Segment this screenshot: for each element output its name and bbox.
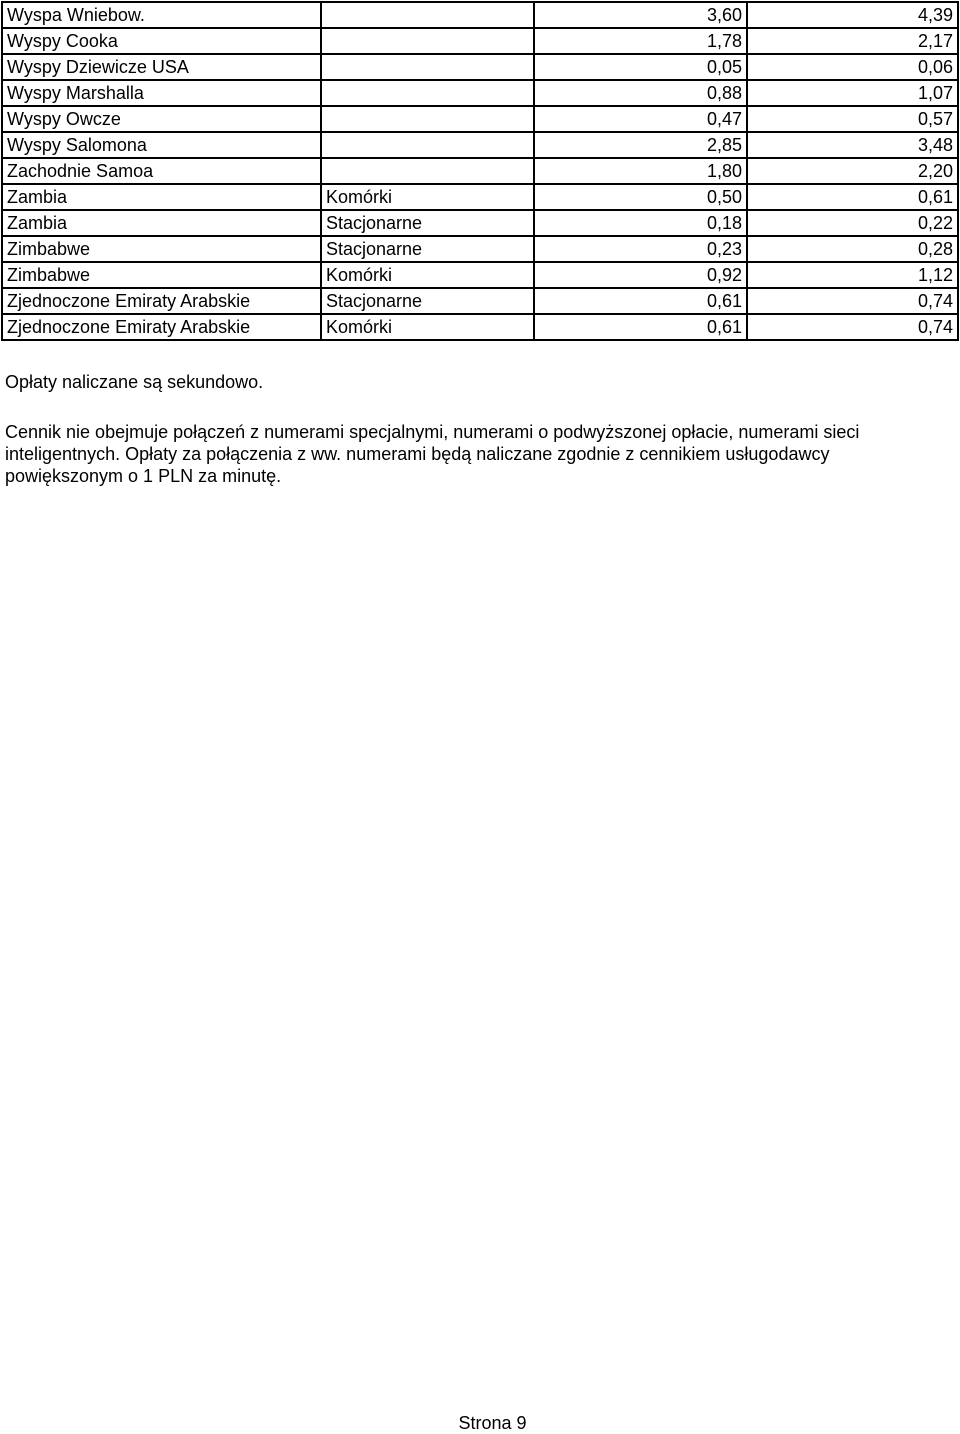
line-type-cell — [321, 132, 534, 158]
price-net-cell: 0,18 — [534, 210, 747, 236]
table-row — [2, 28, 958, 54]
price-net-cell: 1,78 — [534, 28, 747, 54]
price-gross-cell: 2,20 — [747, 158, 958, 184]
country-cell: Wyspy Salomona — [2, 132, 321, 158]
country-cell: Wyspy Cooka — [2, 28, 321, 54]
country-cell: Zambia — [2, 210, 321, 236]
table-row — [2, 54, 958, 80]
price-net-cell: 0,05 — [534, 54, 747, 80]
table-row — [2, 314, 958, 340]
line-type-cell: Stacjonarne — [321, 288, 534, 314]
line-type-cell: Stacjonarne — [321, 236, 534, 262]
price-gross-cell: 0,74 — [747, 314, 958, 340]
table-row — [2, 210, 958, 236]
price-gross-cell: 0,06 — [747, 54, 958, 80]
billing-note: Opłaty naliczane są sekundowo. — [5, 372, 264, 392]
table-row — [2, 288, 958, 314]
country-cell: Wyspy Marshalla — [2, 80, 321, 106]
price-net-cell: 0,92 — [534, 262, 747, 288]
rate-table-body — [2, 2, 958, 340]
page-number: Strona 9 — [458, 1413, 527, 1433]
table-row — [2, 158, 958, 184]
country-cell: Zambia — [2, 184, 321, 210]
table-row — [2, 184, 958, 210]
price-gross-cell: 3,48 — [747, 132, 958, 158]
price-net-cell: 0,47 — [534, 106, 747, 132]
price-gross-cell: 1,07 — [747, 80, 958, 106]
table-row — [2, 236, 958, 262]
line-type-cell: Stacjonarne — [321, 210, 534, 236]
price-gross-cell: 0,22 — [747, 210, 958, 236]
price-net-cell: 1,80 — [534, 158, 747, 184]
country-cell: Zjednoczone Emiraty Arabskie — [2, 314, 321, 340]
rate-table — [1, 1, 959, 341]
table-row — [2, 2, 958, 28]
price-net-cell: 0,23 — [534, 236, 747, 262]
line-type-cell — [321, 28, 534, 54]
line-type-cell: Komórki — [321, 314, 534, 340]
price-net-cell: 0,88 — [534, 80, 747, 106]
price-net-cell: 3,60 — [534, 2, 747, 28]
country-cell: Zachodnie Samoa — [2, 158, 321, 184]
country-cell: Zjednoczone Emiraty Arabskie — [2, 288, 321, 314]
country-cell: Zimbabwe — [2, 262, 321, 288]
line-type-cell — [321, 80, 534, 106]
price-gross-cell: 4,39 — [747, 2, 958, 28]
price-gross-cell: 0,57 — [747, 106, 958, 132]
line-type-cell: Komórki — [321, 262, 534, 288]
price-gross-cell: 0,28 — [747, 236, 958, 262]
line-type-cell — [321, 2, 534, 28]
table-row — [2, 132, 958, 158]
country-cell: Wyspy Owcze — [2, 106, 321, 132]
price-net-cell: 0,50 — [534, 184, 747, 210]
price-net-cell: 2,85 — [534, 132, 747, 158]
price-gross-cell: 0,61 — [747, 184, 958, 210]
price-net-cell: 0,61 — [534, 314, 747, 340]
line-type-cell: Komórki — [321, 184, 534, 210]
price-gross-cell: 1,12 — [747, 262, 958, 288]
pricing-note: Cennik nie obejmuje połączeń z numerami specjalnymi, numerami o podwyższonej opłacie, numerami sieci inteligentnych. Opłaty za połączenia z ww. numerami będą naliczane zgodnie z cennikiem usługodawcy powiększonym o 1 PLN za minutę. — [5, 422, 860, 486]
line-type-cell — [321, 54, 534, 80]
line-type-cell — [321, 158, 534, 184]
price-gross-cell: 0,74 — [747, 288, 958, 314]
line-type-cell — [321, 106, 534, 132]
table-row — [2, 262, 958, 288]
country-cell: Wyspy Dziewicze USA — [2, 54, 321, 80]
table-row — [2, 106, 958, 132]
country-cell: Wyspa Wniebow. — [2, 2, 321, 28]
table-row — [2, 80, 958, 106]
country-cell: Zimbabwe — [2, 236, 321, 262]
price-net-cell: 0,61 — [534, 288, 747, 314]
price-gross-cell: 2,17 — [747, 28, 958, 54]
